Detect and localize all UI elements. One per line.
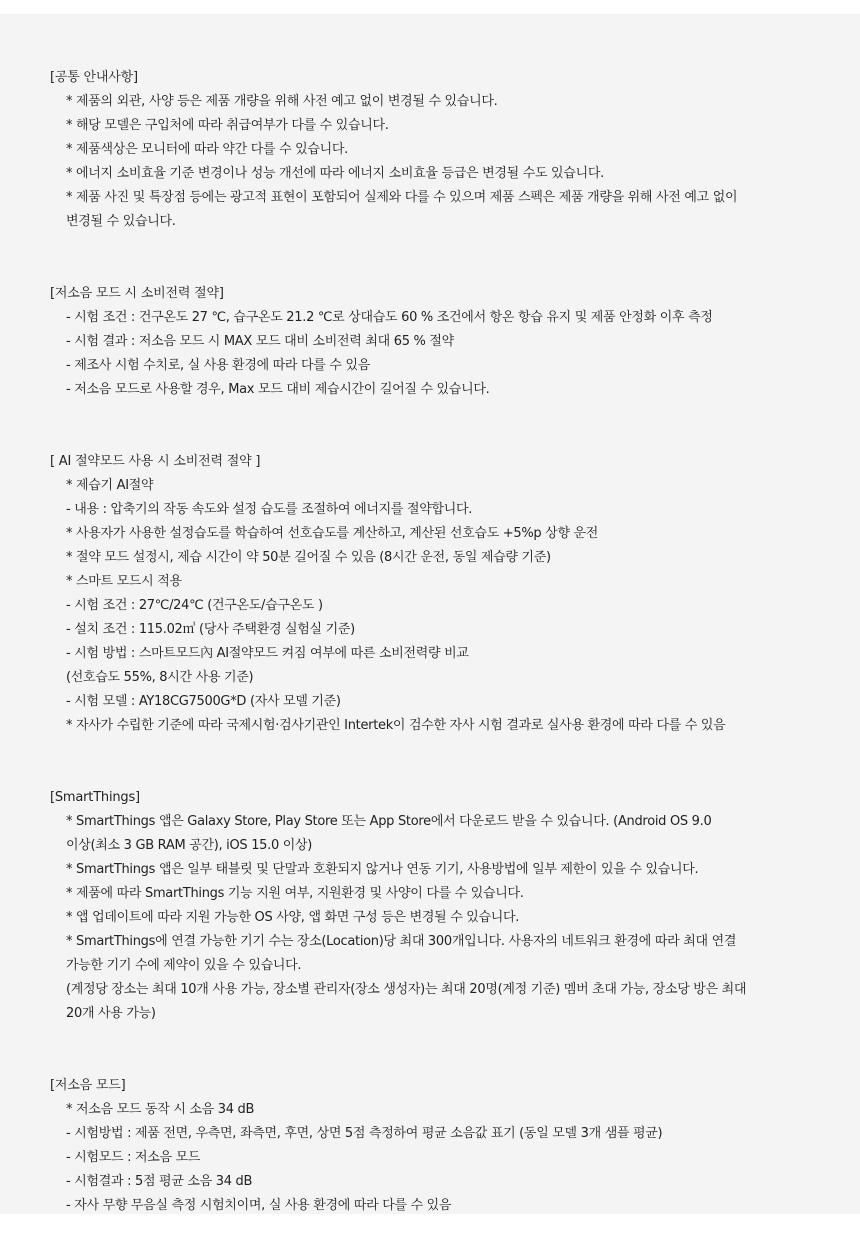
notice-line: 가능한 기기 수에 제약이 있을 수 있습니다. [66, 958, 302, 973]
notice-line: (선호습도 55%, 8시간 사용 기준) [66, 670, 254, 685]
notice-line: - 시험 모델 : AY18CG7500G*D (자사 모델 기준) [66, 694, 341, 709]
notice-line: - 설치 조건 : 115.02㎥ (당사 주택환경 실험실 기준) [66, 622, 355, 637]
notice-line: - 내용 : 압축기의 작동 속도와 설정 습도를 조절하여 에너지를 절약합니다. [66, 502, 473, 517]
notice-line: * 사용자가 사용한 설정습도를 학습하여 선호습도를 계산하고, 계산된 선호습도 +5%p 상향 운전 [66, 526, 599, 541]
section-title: [저소음 모드 시 소비전력 절약] [50, 286, 224, 301]
notice-line: * 에너지 소비효율 기준 변경이나 성능 개선에 따라 에너지 소비효율 등급은 변경될 수도 있습니다. [66, 166, 604, 181]
notice-line: - 시험 방법 : 스마트모드內 AI절약모드 켜짐 여부에 따른 소비전력량 비교 [66, 646, 469, 661]
notice-line: - 시험방법 : 제품 전면, 우측면, 좌측면, 후면, 상면 5점 측정하여 평균 소음값 표기 (동일 모델 3개 샘플 평균) [66, 1126, 663, 1141]
notice-line: - 저소음 모드로 사용할 경우, Max 모드 대비 제습시간이 길어질 수 있습니다. [66, 382, 490, 397]
notice-line: * 앱 업데이트에 따라 지원 가능한 OS 사양, 앱 화면 구성 등은 변경될 수 있습니다. [66, 910, 520, 925]
section-title: [ AI 절약모드 사용 시 소비전력 절약 ] [50, 454, 261, 469]
notice-line: - 시험 결과 : 저소음 모드 시 MAX 모드 대비 소비전력 최대 65 % 절약 [66, 334, 454, 349]
section-title: [공통 안내사항] [50, 70, 138, 85]
section-title: [저소음 모드] [50, 1078, 126, 1093]
notice-line: - 자사 무향 무음실 측정 시험치이며, 실 사용 환경에 따라 다를 수 있음 [66, 1198, 452, 1213]
notice-sections [50, 66, 810, 1218]
notice-line: 변경될 수 있습니다. [66, 214, 176, 229]
section-ai-saving-mode [50, 450, 810, 738]
notice-line: * SmartThings에 연결 가능한 기기 수는 장소(Location)당 최대 300개입니다. 사용자의 네트워크 환경에 따라 최대 연결 [66, 934, 737, 949]
section-low-noise-mode [50, 1074, 810, 1218]
notice-line: * 해당 모델은 구입처에 따라 취급여부가 다를 수 있습니다. [66, 118, 389, 133]
section-low-noise-power-saving [50, 282, 810, 402]
notice-line: - 시험 조건 : 27℃/24℃ (건구온도/습구온도 ) [66, 598, 323, 613]
notice-line: - 시험모드 : 저소음 모드 [66, 1150, 201, 1165]
notice-line: * 저소음 모드 동작 시 소음 34 dB [66, 1102, 255, 1117]
notice-line: * 제품색상은 모니터에 따라 약간 다를 수 있습니다. [66, 142, 349, 157]
notice-line: * 자사가 수립한 기준에 따라 국제시험·검사기관인 Intertek이 검수한 자사 시험 결과로 실사용 환경에 따라 다를 수 있음 [66, 718, 726, 733]
notice-line: * 제품 사진 및 특장점 등에는 광고적 표현이 포함되어 실제와 다를 수 있으며 제품 스펙은 제품 개량을 위해 사전 예고 없이 [66, 190, 738, 205]
notice-line: * SmartThings 앱은 Galaxy Store, Play Store 또는 App Store에서 다운로드 받을 수 있습니다. (Android OS 9.0 [66, 814, 712, 829]
notice-line: * 제습기 AI절약 [66, 478, 154, 493]
notice-line: - 시험결과 : 5점 평균 소음 34 dB [66, 1174, 253, 1189]
notice-line: * SmartThings 앱은 일부 태블릿 및 단말과 호환되지 않거나 연동 기기, 사용방법에 일부 제한이 있을 수 있습니다. [66, 862, 699, 877]
notice-line: * 절약 모드 설정시, 제습 시간이 약 50분 길어질 수 있음 (8시간 운전, 동일 제습량 기준) [66, 550, 551, 565]
notice-line: - 시험 조건 : 건구온도 27 ℃, 습구온도 21.2 ℃로 상대습도 60 % 조건에서 항온 항습 유지 및 제품 안정화 이후 측정 [66, 310, 713, 325]
notice-line: 이상(최소 3 GB RAM 공간), iOS 15.0 이상) [66, 838, 313, 853]
notice-line: * 제품에 따라 SmartThings 기능 지원 여부, 지원환경 및 사양이 다를 수 있습니다. [66, 886, 524, 901]
notice-line: 20개 사용 가능) [66, 1006, 156, 1021]
notice-line: * 제품의 외관, 사양 등은 제품 개량을 위해 사전 예고 없이 변경될 수 있습니다. [66, 94, 498, 109]
notice-line: (계정당 장소는 최대 10개 사용 가능, 장소별 관리자(장소 생성자)는 최대 20명(계정 기준) 멤버 초대 가능, 장소당 방은 최대 [66, 982, 747, 997]
section-smartthings [50, 786, 810, 1026]
notice-line: * 스마트 모드시 적용 [66, 574, 182, 589]
notice-panel [0, 14, 860, 1214]
section-title: [SmartThings] [50, 790, 140, 805]
section-common-notice [50, 66, 810, 234]
notice-line: - 제조사 시험 수치로, 실 사용 환경에 따라 다를 수 있음 [66, 358, 370, 373]
